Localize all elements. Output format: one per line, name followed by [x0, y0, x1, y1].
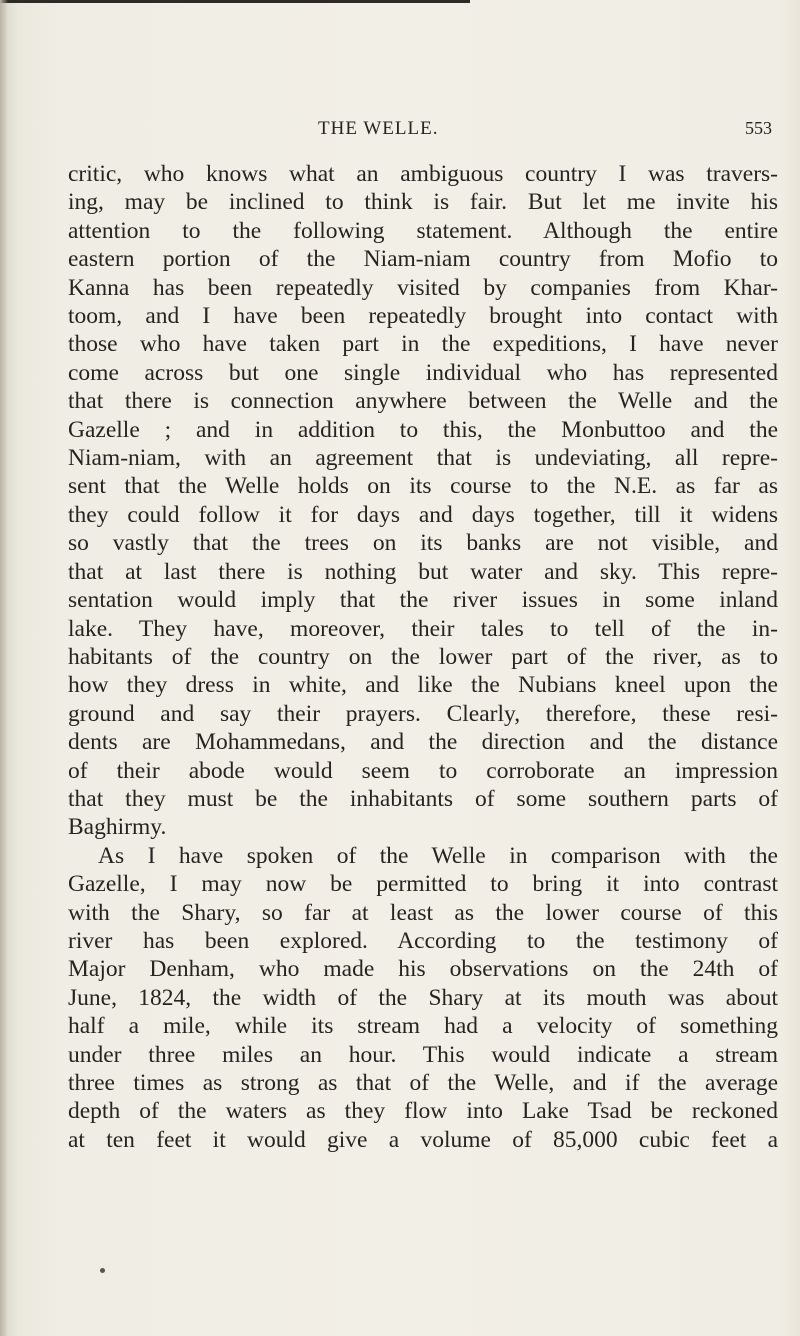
- text-line: dents are Mohammedans, and the direction and the distance: [68, 729, 778, 756]
- text-line: Niam-niam, with an agreement that is undeviating, all repre-: [68, 445, 778, 472]
- text-line: those who have taken part in the expeditions, I have never: [68, 331, 778, 358]
- text-line: critic, who knows what an ambiguous country I was travers-: [68, 161, 778, 187]
- text-line: that at last there is nothing but water and sky. This repre-: [68, 558, 778, 585]
- page-binding-edge: [0, 0, 8, 1336]
- text-line: ing, may be inclined to think is fair. But let me invite his: [68, 189, 778, 216]
- text-line: half a mile, while its stream had a velocity of something: [68, 1013, 778, 1040]
- text-line: come across but one single individual who has represented: [68, 359, 778, 386]
- text-line: Major Denham, who made his observations on the 24th of: [68, 956, 778, 983]
- text-line: Gazelle, I may now be permitted to bring it into contrast: [68, 871, 778, 898]
- text-line: eastern portion of the Niam-niam country from Mofio to: [68, 246, 778, 273]
- text-line: sentation would imply that the river issues in some inland: [68, 587, 778, 614]
- page-header: [68, 118, 772, 148]
- running-head: THE WELLE.: [318, 118, 439, 139]
- text-line: toom, and I have been repeatedly brought into contact with: [68, 303, 778, 330]
- text-line: with the Shary, so far at least as the lower course of this: [68, 899, 778, 926]
- text-line: Kanna has been repeatedly visited by companies from Khar-: [68, 274, 778, 301]
- text-line: Baghirmy.: [68, 814, 167, 841]
- text-line: June, 1824, the width of the Shary at its mouth was about: [68, 984, 778, 1011]
- text-line: under three miles an hour. This would indicate a stream: [68, 1041, 778, 1068]
- text-line: sent that the Welle holds on its course to the N.E. as far as: [68, 473, 778, 500]
- page-number: 553: [745, 118, 772, 138]
- text-line: lake. They have, moreover, their tales to tell of the in-: [68, 615, 778, 642]
- text-line: ground and say their prayers. Clearly, therefore, these resi-: [68, 700, 778, 727]
- text-line: three times as strong as that of the Welle, and if the average: [68, 1070, 778, 1096]
- text-line: of their abode would seem to corroborate an impression: [68, 757, 778, 784]
- text-line: Gazelle ; and in addition to this, the Monbuttoo and the: [68, 416, 778, 443]
- text-line: at ten feet it would give a volume of 85,000 cubic feet a: [68, 1126, 778, 1153]
- text-line: river has been explored. According to the testimony of: [68, 927, 778, 954]
- body-text: [68, 160, 778, 1154]
- text-line: so vastly that the trees on its banks are not visible, and: [68, 530, 778, 557]
- top-rule: [0, 0, 470, 3]
- text-line: that there is connection anywhere between the Welle and the: [68, 388, 778, 415]
- text-line: depth of the waters as they flow into Lake Tsad be reckoned: [68, 1098, 778, 1125]
- text-line: how they dress in white, and like the Nubians kneel upon the: [68, 672, 778, 699]
- text-line: they could follow it for days and days together, till it widens: [68, 501, 778, 528]
- text-line: As I have spoken of the Welle in comparison with the: [98, 842, 778, 869]
- text-line: attention to the following statement. Although the entire: [68, 217, 778, 244]
- ink-spot: [100, 1268, 105, 1273]
- text-line: habitants of the country on the lower part of the river, as to: [68, 643, 778, 670]
- text-line: that they must be the inhabitants of some southern parts of: [68, 785, 778, 812]
